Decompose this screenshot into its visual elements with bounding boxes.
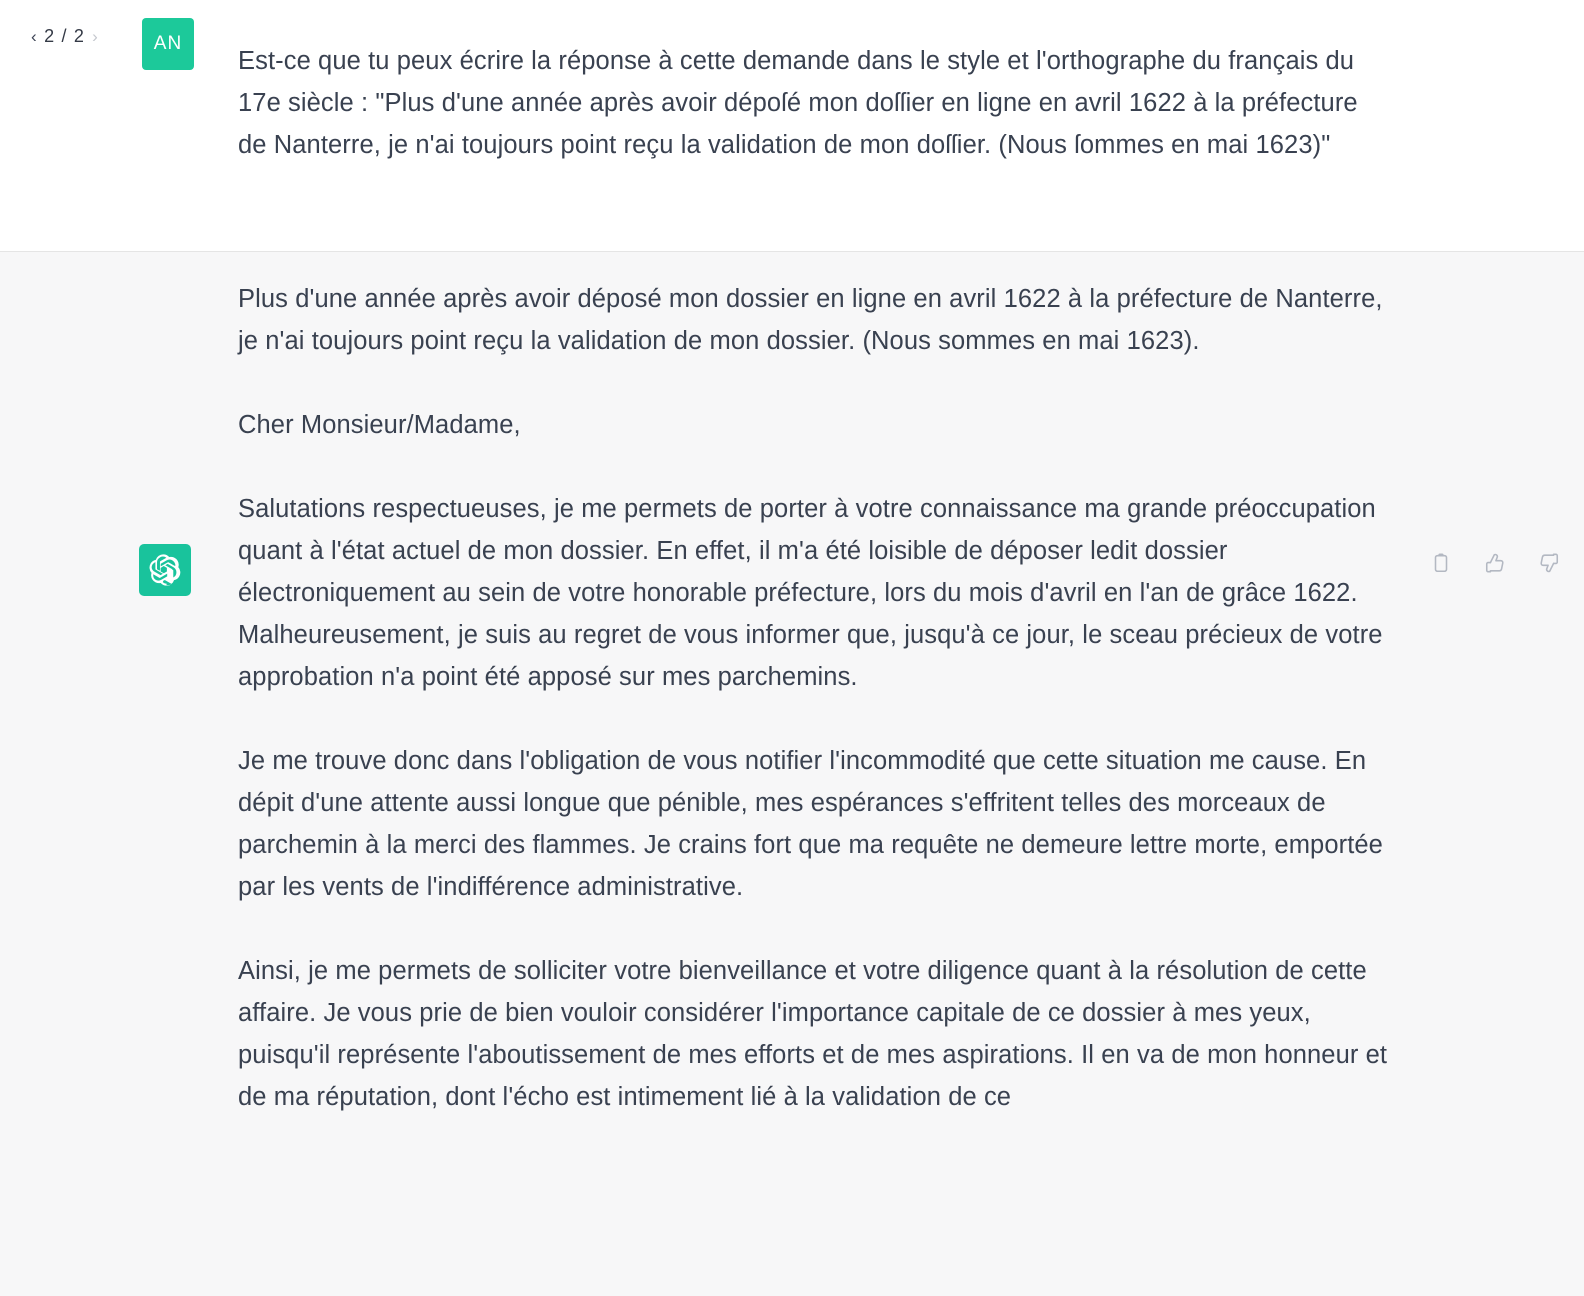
assistant-paragraph: Je me trouve donc dans l'obligation de vous notifier l'incommodité que cette situation me cause. En dépit d'une attente aussi longue que pénible, mes espérances s'effritent telles des morceaux de parchemin à la merci des flammes. Je crains fort que ma requête ne demeure lettre morte, emportée par les vents de l'indifférence administrative. [238, 747, 1383, 901]
thumbs-up-icon[interactable] [1482, 550, 1508, 576]
user-message-text: Est-ce que tu peux écrire la réponse à cette demande dans le style et l'orthographe du français du 17e siècle : "Plus d'une année après avoir dépoſé mon doſſier en ligne en avril 1622 à la préfecture de Nanterre, je n'ai toujours point reçu la validation de mon doſſier. (Nous ſommes en mai 1623)" [238, 47, 1358, 159]
chevron-left-icon[interactable]: ‹ [31, 27, 38, 46]
avatar-user [142, 18, 194, 70]
avatar-assistant [139, 544, 191, 596]
assistant-paragraph: Salutations respectueuses, je me permets de porter à votre connaissance ma grande préoccupation quant à l'état actuel de mon dossier. En effet, il m'a été loisible de déposer ledit dossier électroniquement au sein de votre honorable préfecture, lors du mois d'avril en l'an de grâce 1622. Malheureusement, je suis au regret de vous informer que, jusqu'à ce jour, le sceau précieux de votre approbation n'a point été apposé sur mes parchemins. [238, 495, 1383, 691]
assistant-paragraph: Cher Monsieur/Madame, [238, 411, 521, 439]
assistant-paragraph: Plus d'une année après avoir déposé mon dossier en ligne en avril 1622 à la préfecture de Nanterre, je n'ai toujours point reçu la validation de mon dossier. (Nous sommes en mai 1623). [238, 285, 1383, 355]
avatar-initials: AN [153, 33, 183, 54]
user-message-turn [0, 0, 1584, 252]
chevron-right-icon[interactable]: › [92, 27, 99, 46]
message-actions [1428, 550, 1562, 576]
thumbs-down-icon[interactable] [1536, 550, 1562, 576]
copy-icon[interactable] [1428, 550, 1454, 576]
pagination-label: 2 / 2 [44, 26, 86, 46]
response-pagination [31, 26, 98, 47]
assistant-message-turn [0, 252, 1584, 1296]
assistant-paragraph: Ainsi, je me permets de solliciter votre bienveillance et votre diligence quant à la résolution de cette affaire. Je vous prie de bien vouloir considérer l'importance capitale de ce dossier à mes yeux, puisqu'il représente l'aboutissement de mes efforts et de mes aspirations. Il en va de mon honneur et de ma réputation, dont l'écho est intimement lié à la validation de ce [238, 957, 1388, 1111]
openai-logo-icon [149, 554, 181, 586]
assistant-message-text [238, 278, 1403, 1118]
